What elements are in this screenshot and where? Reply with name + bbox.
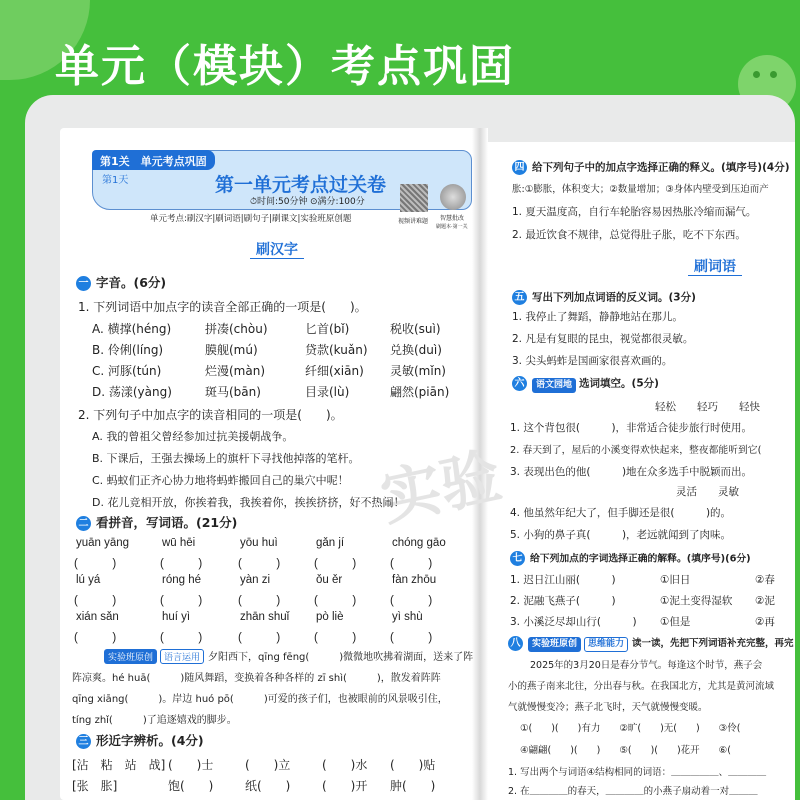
fill-line: ①( )( )有力 ②旷( )无( ) ③伶(	[520, 723, 741, 734]
q7-cell: ①旧日	[660, 574, 691, 586]
option-cell: C. 河豚(tún)	[92, 364, 162, 378]
pinyin: ǒu ěr	[316, 574, 343, 586]
q3-cell: [张 胀]	[72, 779, 118, 793]
answer-blank: ( )	[238, 595, 281, 607]
answer-blank: ( )	[390, 595, 433, 607]
pinyin: chóng gāo	[392, 537, 446, 549]
fill-line: ④翩翩( )( ) ⑤( )( )花开 ⑥(	[520, 745, 731, 756]
badge: 思维能力	[584, 637, 628, 652]
option-cell: 膜舰(mú)	[205, 343, 258, 357]
q-title: 选词填空。(5分)	[579, 377, 659, 390]
q7-cell: ①但是	[660, 616, 691, 628]
exam-title: 第一单元考点过关卷	[215, 174, 387, 196]
score-label: ⊙满分:100分	[310, 197, 365, 207]
q7-cell: ①泥土变得湿软	[660, 595, 733, 607]
option-cell: 目录(lù)	[305, 385, 350, 399]
option-cell: 匕首(bǐ)	[305, 322, 350, 336]
q3-cell: ( )士	[168, 758, 214, 772]
q-sub: 2. 下列句子中加点字的读音相同的一项是( )。	[78, 408, 343, 422]
pinyin: xián sǎn	[76, 611, 119, 623]
pinyin: huí yì	[162, 611, 191, 623]
section-title: 刷汉字	[250, 242, 304, 259]
pinyin: yàn zi	[240, 574, 271, 586]
q-item: 1. 写出两个与词语④结构相同的词语：＿＿＿＿＿、＿＿＿＿	[508, 767, 767, 778]
q-item: 2. 最近饮食不规律，总觉得肚子胀，吃不下东西。	[512, 229, 746, 241]
para-line: 2025年的3月20日是春分节气。每逢这个时节，燕子会	[530, 660, 763, 671]
option-cell: 烂漫(màn)	[205, 364, 266, 378]
q3-cell: 饱( )	[168, 779, 214, 793]
badge: 语言运用	[160, 649, 204, 664]
badge: 语文园地	[532, 378, 576, 393]
level-tag: 第1关 单元考点巩固	[92, 150, 215, 170]
word-choices: 灵活 灵敏	[676, 486, 739, 498]
q3-cell: [沾 粘 站 战]	[72, 758, 166, 772]
q-number: 四	[512, 160, 527, 175]
unit-points: 单元考点:刷汉字|刷词语|刷句子|刷课文|实验班原创题	[150, 214, 352, 224]
q-number: 二	[76, 516, 91, 531]
q-number: 六	[512, 376, 527, 391]
answer-blank: ( )	[390, 632, 433, 644]
option-cell: B. 伶俐(líng)	[92, 343, 164, 357]
q-title: 读一读，先把下列词语补充完整，再完	[632, 638, 794, 649]
pinyin: lú yá	[76, 574, 101, 586]
pinyin: yōu huì	[240, 537, 278, 549]
q-item: 2. 在＿＿＿＿的春天，＿＿＿＿的小燕子扇动着一对＿＿＿	[508, 786, 758, 797]
option-cell: 拼凑(chòu)	[205, 322, 268, 336]
q3-cell: 肿( )	[390, 779, 436, 793]
q-item: 2. 春天到了，屋后的小溪变得欢快起来，整夜都能听到它(	[510, 445, 762, 456]
pinyin: róng hé	[162, 574, 202, 586]
option-cell: 税收(suì)	[390, 322, 441, 336]
option-cell: 灵敏(mǐn)	[390, 364, 446, 378]
answer-blank: ( )	[314, 595, 357, 607]
para-line: qīng xiāng( )。岸边 huó pō( )可爱的孩子们，也被眼前的风景吸引住，	[72, 694, 448, 705]
q-title: 给下列加点的字词选择正确的解释。(填序号)(6分)	[530, 553, 751, 565]
q3-cell: ( )开	[322, 779, 368, 793]
para-line: 小的燕子南来北往，分出春与秋。在我国北方，尤其是黄河流域	[508, 681, 775, 692]
pinyin: gǎn jí	[316, 537, 345, 549]
option-cell: 翩然(piān)	[390, 385, 450, 399]
q-title: 看拼音，写词语。(21分)	[96, 515, 238, 530]
option-cell: 纤细(xiān)	[305, 364, 364, 378]
option-cell: 贷款(kuǎn)	[305, 343, 368, 357]
option: D. 花儿竞相开放，你挨着我，我挨着你，挨挨挤挤，好不热闹！	[92, 496, 405, 509]
option-cell: 兑换(duì)	[390, 343, 442, 357]
q-item: 1. 夏天温度高，自行车轮胎容易因热胀冷缩而漏气。	[512, 206, 757, 218]
q-item: 3. 表现出色的他( )地在众多选手中脱颖而出。	[510, 466, 753, 478]
answer-blank: ( )	[160, 632, 203, 644]
seal-icon	[440, 184, 466, 210]
para-line: 夕阳西下，qīng fēng( )微微地吹拂着湖面，送来了阵	[208, 652, 474, 663]
answer-blank: ( )	[390, 558, 433, 570]
para-line: 阵凉爽。hé huā( )随风舞蹈，变换着各种各样的 zī shì( )，散发着阵阵	[72, 673, 441, 684]
option-cell: 斑马(bān)	[205, 385, 261, 399]
day-label: 第1天	[102, 175, 129, 186]
q-number: 八	[508, 636, 523, 651]
seal-sub: 刷题本·第一关	[436, 224, 468, 230]
q-item: 1. 这个背包很( )，非常适合徒步旅行时使用。	[510, 422, 753, 434]
pinyin: yì shù	[392, 611, 423, 623]
q7-cell: ②春	[755, 574, 775, 586]
answer-blank: ( )	[160, 558, 203, 570]
option: A. 我的曾祖父曾经参加过抗美援朝战争。	[92, 430, 294, 443]
q3-cell: ( )立	[245, 758, 291, 772]
answer-blank: ( )	[314, 632, 357, 644]
q-number: 五	[512, 290, 527, 305]
q-title: 写出下列加点词语的反义词。(3分)	[532, 291, 696, 304]
section-title: 刷词语	[688, 259, 742, 276]
q7-cell: 1. 迟日江山丽( )	[510, 574, 616, 586]
pinyin: wū hēi	[162, 537, 196, 549]
answer-blank: ( )	[238, 632, 281, 644]
para-line: 气就慢慢变冷；燕子北飞时，天气就慢慢变暖。	[508, 702, 708, 713]
option: C. 蚂蚁们正齐心协力地将蚂蚱搬回自己的巢穴中呢！	[92, 474, 349, 487]
q-item: 5. 小狗的鼻子真( )，老远就闻到了肉味。	[510, 529, 732, 541]
q-title: 给下列句子中的加点字选择正确的释义。(填序号)(4分)	[532, 161, 790, 174]
q-sub: 1. 下列词语中加点字的读音全部正确的一项是( )。	[78, 300, 367, 314]
pinyin: fàn zhōu	[392, 574, 437, 586]
q3-cell: 纸( )	[245, 779, 291, 793]
q7-cell: 2. 泥融飞燕子( )	[510, 595, 616, 607]
q3-cell: ( )水	[322, 758, 368, 772]
badge: 实验班原创	[528, 637, 581, 652]
q-title: 字音。(6分)	[96, 275, 167, 290]
q-number: 七	[510, 551, 525, 566]
answer-blank: ( )	[74, 558, 117, 570]
pinyin: yuān yāng	[76, 537, 130, 549]
time-label: ⏱时间:50分钟	[250, 197, 308, 207]
green-edge	[795, 140, 800, 800]
answer-blank: ( )	[238, 558, 281, 570]
option: B. 下课后，王强去操场上的旗杆下寻找他掉落的笔杆。	[92, 452, 360, 465]
page-title: 单元（模块）考点巩固	[55, 41, 515, 92]
q-item: 4. 他虽然年纪大了，但手脚还是很( )的。	[510, 507, 732, 519]
q-item: 1. 我停止了舞蹈，静静地站在那儿。	[512, 311, 683, 323]
pinyin: pò liè	[316, 611, 344, 623]
answer-blank: ( )	[160, 595, 203, 607]
watermark: 实验	[375, 441, 508, 535]
q-title: 形近字辨析。(4分)	[96, 733, 204, 748]
q7-cell: ②泥	[755, 595, 775, 607]
qr-code[interactable]	[400, 184, 428, 212]
answer-blank: ( )	[74, 632, 117, 644]
para-line: tíng zhǐ( )了追逐嬉戏的脚步。	[72, 715, 237, 726]
word-choices: 轻松 轻巧 轻快	[655, 401, 760, 413]
option-cell: A. 横撑(héng)	[92, 322, 172, 336]
badge: 实验班原创	[104, 649, 157, 664]
option-cell: D. 荡漾(yàng)	[92, 385, 172, 399]
q-number: 三	[76, 734, 91, 749]
q-item: 2. 凡是有复眼的昆虫，视觉都很灵敏。	[512, 333, 694, 345]
q-number: 一	[76, 276, 91, 291]
q7-cell: 3. 小溪泛尽却山行( )	[510, 616, 637, 628]
q7-cell: ②再	[755, 616, 775, 628]
answer-blank: ( )	[74, 595, 117, 607]
seal-label: 智慧批改	[440, 215, 465, 222]
answer-blank: ( )	[314, 558, 357, 570]
qr-label: 视频讲难题	[398, 218, 429, 225]
definition: 胀:①膨胀，体积变大；②数量增加；③身体内壁受到压迫而产	[512, 184, 769, 195]
pinyin: zhān shuǐ	[240, 611, 290, 623]
q3-cell: ( )贴	[390, 758, 436, 772]
q-item: 3. 尖头蚂蚱是国画家很喜欢画的。	[512, 355, 673, 367]
